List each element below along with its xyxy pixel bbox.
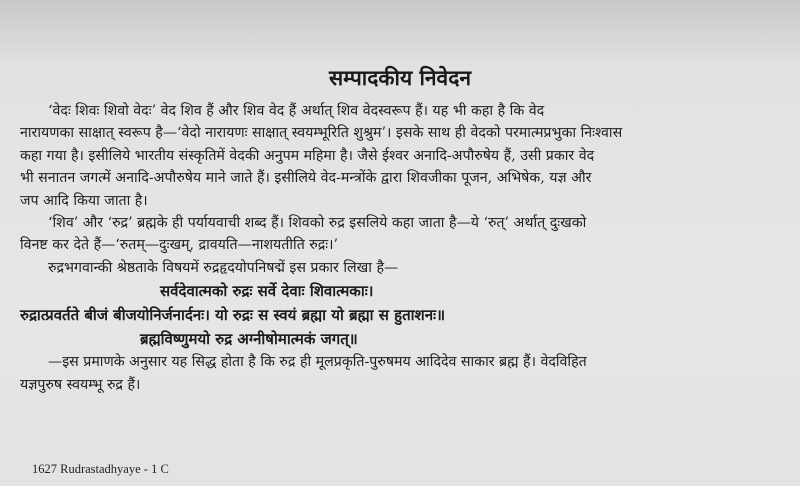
- verse-line: सर्वदेवात्मको रुद्रः सर्वे देवाः शिवात्मकाः।: [160, 282, 374, 301]
- page-title: सम्पादकीय निवेदन: [328, 65, 472, 90]
- text-line: —इस प्रमाणके अनुसार यह सिद्ध होता है कि रुद्र ही मूलप्रकृति-पुरुषमय आदिदेव साकार ब्रह्म हैं। वेदविहित: [48, 354, 587, 371]
- verse-line: रुद्रात्प्रवर्तते बीजं बीजयोनिर्जनार्दनः। यो रुद्रः स स्वयं ब्रह्मा यो ब्रह्मा स हुताशनः॥: [20, 306, 446, 325]
- text-line: कहा गया है। इसीलिये भारतीय संस्कृतिमें वेदकी अनुपम महिमा है। जैसे ईश्वर अनादि-अपौरुषेय हैं, उसी प्रकार वेद: [20, 147, 595, 164]
- text-line: यज्ञपुरुष स्वयम्भू रुद्र हैं।: [20, 376, 141, 393]
- verse-line: ब्रह्मविष्णुमयो रुद्र अग्नीषोमात्मकं जगत्॥: [140, 330, 358, 349]
- text-line: जप आदि किया जाता है।: [20, 192, 148, 209]
- text-line: ‘वेदः शिवः शिवो वेदः’ वेद शिव हैं और शिव वेद हैं अर्थात् शिव वेदस्वरूप हैं। यह भी कहा है कि वेद: [48, 103, 545, 119]
- text-line: नारायणका साक्षात् स्वरूप है—‘वेदो नारायणः साक्षात् स्वयम्भूरिति शुश्रुम’। इसके साथ ही वेदको परमात्मप्रभुका निःश्वास: [20, 125, 623, 142]
- page-footer: 1627 Rudrastadhyaye - 1 C: [32, 462, 169, 476]
- paragraph-3: [20, 257, 790, 279]
- page-body: [20, 100, 790, 396]
- text-line: भी सनातन जगत्में अनादि-अपौरुषेय माने जाते हैं। इसीलिये वेद-मन्त्रोंके द्वारा शिवजीका पूजन, अभिषेक, यज्ञ और: [20, 170, 592, 187]
- paragraph-1: [20, 100, 790, 212]
- verse-block: [20, 279, 790, 351]
- text-line: विनष्ट कर देते हैं—‘रुतम्—दुःखम्, द्रावयति—नाशयतीति रुद्रः।’: [20, 237, 339, 254]
- text-line: ‘शिव’ और ‘रुद्र’ ब्रह्मके ही पर्यायवाची शब्द हैं। शिवको रुद्र इसलिये कहा जाता है—ये ‘रुत्’ अर्थात् दुःखको: [48, 215, 587, 232]
- text-line: रुद्रभगवान्की श्रेष्ठताके विषयमें रुद्रहृदयोपनिषद्में इस प्रकार लिखा है—: [48, 259, 399, 276]
- paragraph-4: [20, 351, 790, 396]
- paragraph-2: [20, 212, 790, 257]
